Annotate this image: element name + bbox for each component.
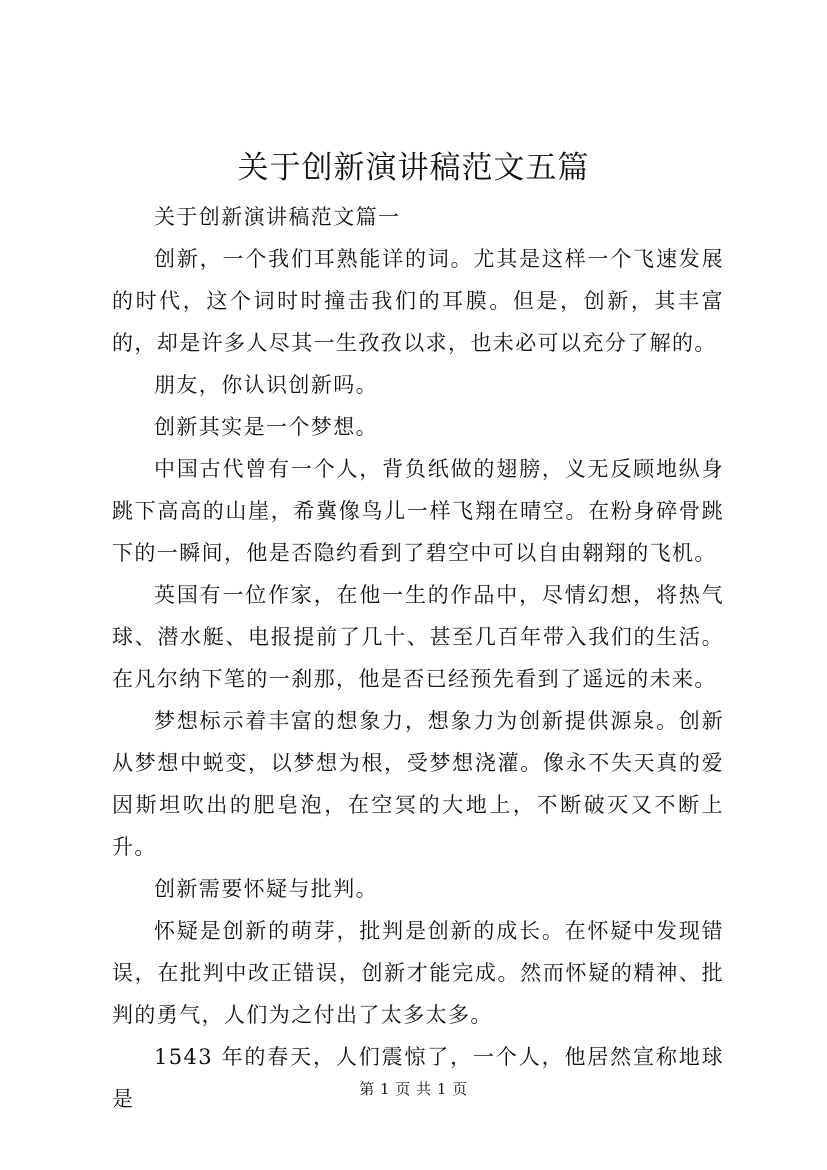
paragraph: 中国古代曾有一个人，背负纸做的翅膀，义无反顾地纵身跳下高高的山崖，希冀像鸟儿一样飞翔在晴空。在粉身碎骨跳下的一瞬间，他是否隐约看到了碧空中可以自由翱翔的飞机。	[112, 457, 724, 565]
paragraph: 创新需要怀疑与批判。	[154, 877, 378, 901]
section-heading: 关于创新演讲稿范文篇一	[154, 205, 401, 229]
paragraph: 创新，一个我们耳熟能详的词。尤其是这样一个飞速发展的时代，这个词时时撞击我们的耳膜。但是，创新，其丰富的，却是许多人尽其一生孜孜以求，也未必可以充分了解的。	[112, 247, 724, 355]
paragraph: 英国有一位作家，在他一生的作品中，尽情幻想，将热气球、潜水艇、电报提前了几十、甚至几百年带入我们的生活。在凡尔纳下笔的一刹那，他是否已经预先看到了遥远的未来。	[112, 583, 724, 691]
paragraph: 梦想标示着丰富的想象力，想象力为创新提供源泉。创新从梦想中蜕变，以梦想为根，受梦想浇灌。像永不失天真的爱因斯坦吹出的肥皂泡，在空冥的大地上，不断破灭又不断上升。	[112, 709, 724, 859]
page-number: 第 1 页 共 1 页	[359, 1080, 468, 1098]
document-title: 关于创新演讲稿范文五篇	[237, 150, 590, 186]
paragraph: 怀疑是创新的萌芽，批判是创新的成长。在怀疑中发现错误，在批判中改正错误，创新才能完成。然而怀疑的精神、批判的勇气，人们为之付出了太多太多。	[112, 919, 724, 1027]
document-body	[112, 196, 724, 1120]
paragraph: 1543 年的春天，人们震惊了，一个人，他居然宣称地球是	[112, 1045, 724, 1111]
paragraph: 朋友，你认识创新吗。	[154, 373, 378, 397]
paragraph: 创新其实是一个梦想。	[154, 415, 378, 439]
